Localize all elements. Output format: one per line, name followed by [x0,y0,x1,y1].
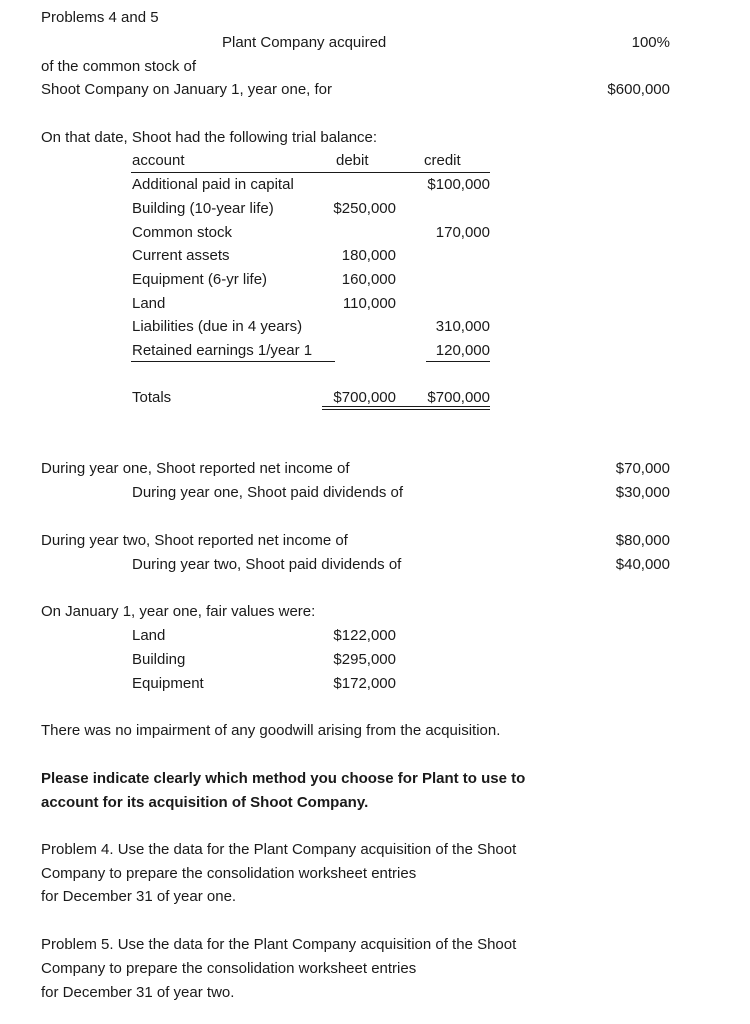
fair-value-amount: $295,000 [333,651,396,668]
tb-row-credit: 170,000 [435,224,490,241]
acquirer-line: Plant Company acquired [222,34,387,51]
fair-values-intro: On January 1, year one, fair values were: [41,603,316,620]
tb-row-debit: 180,000 [341,247,396,264]
ownership-percent: 100% [631,34,670,51]
problem-title: Problems 4 and 5 [41,9,159,26]
totals-double-underline-bottom [322,409,490,410]
goodwill-note: There was no impairment of any goodwill arising from the acquisition. [41,722,501,739]
fair-value-amount: $122,000 [333,627,396,644]
year-one-dividends-label: During year one, Shoot paid dividends of [132,484,404,501]
tb-row-debit: $250,000 [333,200,396,217]
fair-value-label: Building [132,651,186,668]
acquisition-price: $600,000 [607,81,670,98]
year-two-income-value: $80,000 [615,532,670,549]
trial-balance-intro: On that date, Shoot had the following trial balance: [41,129,378,146]
totals-double-underline-top [322,406,490,407]
acquisition-date-line: Shoot Company on January 1, year one, for [41,81,333,98]
year-one-dividends-value: $30,000 [615,484,670,501]
col-header-debit: debit [336,152,369,169]
tb-row-account: Land [132,295,166,312]
problem5-line-3: for December 31 of year two. [41,984,235,1001]
problem5-line-1: Problem 5. Use the data for the Plant Company acquisition of the Shoot [41,936,517,953]
header-underline [131,172,490,173]
totals-debit: $700,000 [333,389,396,406]
totals-label: Totals [132,389,172,406]
year-one-income-label: During year one, Shoot reported net income of [41,460,350,477]
tb-row-account: Common stock [132,224,233,241]
instruction-line-1: Please indicate clearly which method you choose for Plant to use to [41,770,526,787]
fair-value-amount: $172,000 [333,675,396,692]
last-row-underline [131,361,335,362]
fair-value-label: Equipment [132,675,204,692]
tb-row-account: Additional paid in capital [132,176,294,193]
tb-row-account: Retained earnings 1/year 1 [132,342,313,359]
fair-value-label: Land [132,627,166,644]
tb-row-account: Liabilities (due in 4 years) [132,318,303,335]
stock-line: of the common stock of [41,58,197,75]
tb-row-credit: 310,000 [435,318,490,335]
instruction-line-2: account for its acquisition of Shoot Company. [41,794,369,811]
problem5-line-2: Company to prepare the consolidation worksheet entries [41,960,417,977]
col-header-credit: credit [424,152,461,169]
totals-credit: $700,000 [427,389,490,406]
tb-row-account: Current assets [132,247,230,264]
tb-row-debit: 110,000 [342,295,396,312]
tb-row-account: Building (10-year life) [132,200,274,217]
credit-subtotal-underline [426,361,490,362]
tb-row-credit: 120,000 [435,342,490,359]
year-two-dividends-label: During year two, Shoot paid dividends of [132,556,402,573]
tb-row-debit: 160,000 [341,271,396,288]
col-header-account: account [132,152,185,169]
year-one-income-value: $70,000 [615,460,670,477]
problem4-line-2: Company to prepare the consolidation worksheet entries [41,865,417,882]
tb-row-credit: $100,000 [427,176,490,193]
problem4-line-1: Problem 4. Use the data for the Plant Company acquisition of the Shoot [41,841,517,858]
problem4-line-3: for December 31 of year one. [41,888,237,905]
year-two-income-label: During year two, Shoot reported net income of [41,532,348,549]
tb-row-account: Equipment (6-yr life) [132,271,268,288]
year-two-dividends-value: $40,000 [615,556,670,573]
